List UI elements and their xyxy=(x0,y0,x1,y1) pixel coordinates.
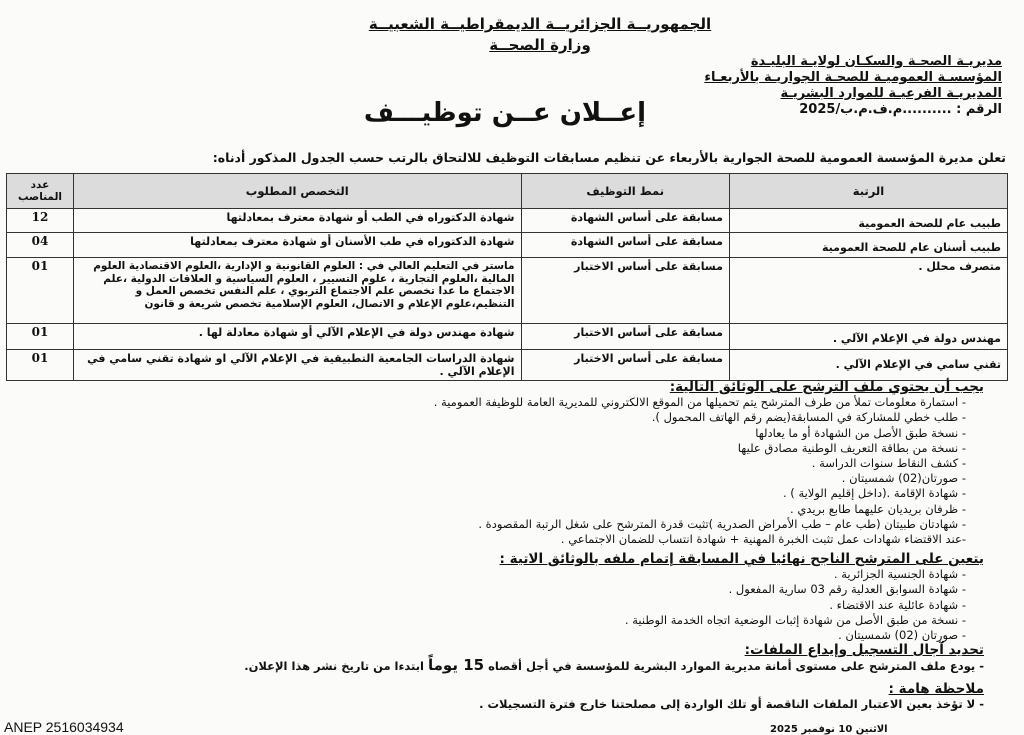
list-item: - شهادة السوابق العدلية رقم 03 سارية المفعول . xyxy=(728,582,966,597)
intro-text: تعلن مديرة المؤسسة العمومية للصحة الجوارية بالأربعاء عن تنظيم مسابقات التوظيف للالتحاق بالرتب حسب الجدول المذكور أدناه: xyxy=(212,150,1006,165)
cell-grade: متصرف محلل . xyxy=(729,258,1007,324)
list-item: - نسخة من طبق الأصل من شهادة إثبات الوضعية اتجاه الخدمة الوطنية . xyxy=(624,612,966,627)
cell-mode: مسابقة على أساس الاختبار xyxy=(521,258,729,324)
reference-number: الرقم : ..........م.ف.م.ب/2025 xyxy=(799,102,1002,117)
sub-directorate-name: المديريـة الفرعيـة للموارد البشريـة xyxy=(780,86,1002,101)
list-item: - نسخة طبق الأصل من الشهادة أو ما يعادلها xyxy=(755,425,966,440)
header-center xyxy=(330,14,750,56)
deadline-section xyxy=(44,643,984,674)
cell-count: 01 xyxy=(7,324,74,350)
jobs-table xyxy=(6,173,1008,381)
list-item: - نسخة من بطاقة التعريف الوطنية مصادق عليها xyxy=(737,440,966,455)
required-documents-title: يجب أن يحتوي ملف الترشح على الوثائق التالية: xyxy=(669,379,984,395)
cell-grade: مهندس دولة في الإعلام الآلي . xyxy=(729,324,1007,350)
publication-date: الاثنين 10 نوفمبر 2025 xyxy=(770,724,888,735)
cell-count: 04 xyxy=(7,233,74,258)
list-item: - صورتان (02) شمسيتان . xyxy=(838,628,966,643)
winner-documents-section xyxy=(44,552,984,643)
list-item: - شهادة الجنسية الجزائرية . xyxy=(833,567,966,582)
cell-count: 01 xyxy=(7,258,74,324)
cell-mode: مسابقة على أساس الشهادة xyxy=(521,233,729,258)
list-item: - طلب خطي للمشاركة في المسابقة(يضم رقم الهاتف المحمول ). xyxy=(651,410,966,425)
cell-mode: مسابقة على أساس الشهادة xyxy=(521,209,729,233)
winner-documents-title: يتعين على المترشح الناجح نهائيا في المسابقة إتمام ملفه بالوثائق الاتية : xyxy=(499,551,984,567)
header-grade: الرتبة xyxy=(729,174,1007,209)
cell-count: 01 xyxy=(7,350,74,381)
anep-code: ANEP 2516034934 xyxy=(4,719,124,735)
directorate-block xyxy=(622,54,1002,118)
republic-title: الجمهوريــة الجزائريــة الديمقراطيــة الشعبيــة xyxy=(368,15,712,33)
list-item: -عند الاقتضاء شهادات عمل تثبت الخبرة المهنية + شهادة انتساب للضمان الاجتماعي . xyxy=(560,532,966,547)
cell-mode: مسابقة على أساس الاختبار xyxy=(521,350,729,381)
table-row xyxy=(7,233,1008,258)
header-spec: التخصص المطلوب xyxy=(73,174,521,209)
list-item: - صورتان(02) شمسيتان . xyxy=(841,471,966,486)
required-documents-list xyxy=(44,395,984,547)
cell-mode: مسابقة على أساس الاختبار xyxy=(521,324,729,350)
list-item: - استمارة معلومات تملأ من طرف المترشح يتم تحميلها من الموقع الالكتروني للمديرية العامة للوظيفة العمومية . xyxy=(433,395,966,410)
table-row xyxy=(7,258,1008,324)
list-item: - شهادة عائلية عند الاقتضاء . xyxy=(829,597,966,612)
winner-documents-list xyxy=(44,567,984,643)
cell-grade: طبيب عام للصحة العمومية xyxy=(729,209,1007,233)
cell-grade: تقني سامي في الإعلام الآلي . xyxy=(729,350,1007,381)
note-text: - لا تؤخذ بعين الاعتبار الملفات الناقصة أو تلك الواردة إلى مصلحتنا خارج فترة التسجيلات . xyxy=(479,697,984,712)
ministry-title: وزارة الصحــة xyxy=(489,36,591,54)
list-item: - كشف النقاط سنوات الدراسة . xyxy=(811,456,966,471)
announcement-title: إعــلان عــن توظيـــف xyxy=(363,98,647,128)
cell-spec: شهادة الدكتوراه في طب الأسنان أو شهادة معترف بمعادلتها xyxy=(73,233,521,258)
note-section xyxy=(44,682,984,712)
directorate-name: مديريـة الصحـة والسكـان لولايـة البليـدة xyxy=(750,54,1002,69)
institution-name: المؤسسـة العموميـة للصحـة الجواريـة بالأربعـاء xyxy=(704,70,1002,85)
cell-spec: ماستر في التعليم العالي في : العلوم القانونية و الإدارية ،العلوم الاقتصادية العلوم المالية ،العلوم التجارية ، علوم التسيير ، العلوم السياسية و العلاقات الدولية ،علم الاجتماع ما عدا تخصص علم الاجتماع التربوي ، علم النفس تخصص العمل و التنظيم،علوم الإعلام و الاتصال، العلوم الإسلامية تخصص شريعة و قانون xyxy=(73,258,521,324)
cell-grade: طبيب أسنان عام للصحة العمومية xyxy=(729,233,1007,258)
header-mode: نمط التوظيف xyxy=(521,174,729,209)
list-item: - شهادة الإقامة .(داخل إقليم الولاية ) . xyxy=(782,486,966,501)
header-count: عدد المناصب xyxy=(7,174,74,209)
deadline-text xyxy=(44,658,984,674)
cell-spec: شهادة الدكتوراه في الطب أو شهادة معترف بمعادلتها xyxy=(73,209,521,233)
cell-count: 12 xyxy=(7,209,74,233)
deadline-text-after: ابتدءا من تاريخ نشر هذا الإعلان. xyxy=(244,659,424,674)
table-row xyxy=(7,209,1008,233)
list-item: - ظرفان بريديان عليهما طابع بريدي . xyxy=(790,501,966,516)
deadline-days: 15 يوماً xyxy=(428,656,485,675)
cell-spec: شهادة مهندس دولة في الإعلام الآلي أو شهادة معادلة لها . xyxy=(73,324,521,350)
deadline-title: تحديد آجال التسجيل وإيداع الملفات: xyxy=(744,642,984,658)
table-row xyxy=(7,350,1008,381)
deadline-text-before: - يودع ملف المترشح على مستوى أمانة مديرية الموارد البشرية للمؤسسة في أجل أقصاه xyxy=(488,659,984,674)
required-documents-section xyxy=(44,380,984,547)
table-header-row xyxy=(7,174,1008,209)
list-item: - شهادتان طبيتان (طب عام – طب الأمراض الصدرية )تثبت قدرة المترشح على شغل الرتبة المقصودة . xyxy=(478,516,966,531)
note-title: ملاحظة هامة : xyxy=(888,681,984,697)
table-row xyxy=(7,324,1008,350)
cell-spec: شهادة الدراسات الجامعية التطبيقية في الإعلام الآلي او شهادة تقني سامي في الإعلام الآلي . xyxy=(73,350,521,381)
